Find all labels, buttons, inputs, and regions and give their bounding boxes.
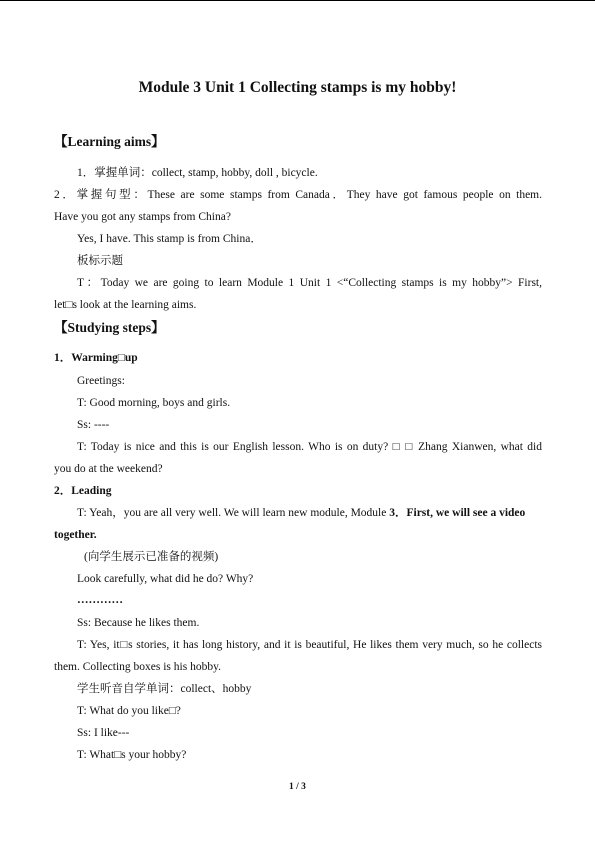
lead-line-1-text: T: Yeah，you are all very well. We will learn new module, Module bbox=[77, 507, 390, 519]
aims-line-5: T：Today we are going to learn Module 1 Unit 1 <“Collecting stamps is my hobby”> First, bbox=[77, 277, 542, 289]
top-rule bbox=[0, 0, 595, 1]
leading-heading: 2．Leading bbox=[54, 485, 112, 497]
warming-up-heading: 1．Warming□up bbox=[54, 352, 138, 364]
warm-line-4-cont: you do at the weekend? bbox=[54, 463, 163, 475]
learning-aims-heading: 【Learning aims】 bbox=[54, 134, 165, 149]
warm-line-4: T: Today is nice and this is our English lesson. Who is on duty? □ □ Zhang Xianwen, what did bbox=[77, 441, 542, 453]
lead-line-1 bbox=[77, 506, 525, 520]
lead-line-6-cont: them. Collecting boxes is his hobby. bbox=[54, 661, 221, 673]
warm-line-3: Ss: ---- bbox=[77, 419, 110, 431]
lead-line-9: Ss: I like--- bbox=[77, 727, 130, 739]
aims-line-2-cont: Have you got any stamps from China? bbox=[54, 211, 231, 223]
studying-steps-heading: 【Studying steps】 bbox=[54, 320, 165, 335]
lead-line-4: ………… bbox=[77, 594, 123, 606]
lead-line-2: (向学生展示已准备的视频) bbox=[84, 551, 219, 563]
aims-line-5-cont: let□s look at the learning aims. bbox=[54, 299, 197, 311]
warm-line-2: T: Good morning, boys and girls. bbox=[77, 397, 231, 409]
lead-line-3: Look carefully, what did he do? Why? bbox=[77, 573, 254, 585]
aims-line-2: 2．掌握句型：These are some stamps from Canada．They have got famous people on them. bbox=[54, 189, 542, 201]
page-number: 1 / 3 bbox=[289, 782, 306, 792]
warm-line-1: Greetings: bbox=[77, 375, 125, 387]
aims-line-3: Yes, I have. This stamp is from China． bbox=[77, 233, 262, 245]
lead-line-6: T: Yes, it□s stories, it has long history, and it is beautiful, He likes them very much, so he collects bbox=[77, 639, 542, 651]
document-title: Module 3 Unit 1 Collecting stamps is my hobby! bbox=[138, 79, 457, 96]
lead-line-10: T: What□s your hobby? bbox=[77, 749, 187, 761]
lead-line-5: Ss: Because he likes them. bbox=[77, 617, 200, 629]
aims-line-4: 板标示题 bbox=[77, 255, 123, 267]
aims-line-1: 1．掌握单词：collect, stamp, hobby, doll , bicycle. bbox=[77, 167, 318, 179]
lead-line-7: 学生听音自学单词：collect、hobby bbox=[77, 683, 252, 695]
lead-line-1-cont: together. bbox=[54, 529, 97, 541]
lead-line-8: T: What do you like□? bbox=[77, 705, 181, 717]
lead-line-1-bold: 3．First, we will see a video bbox=[389, 507, 526, 519]
